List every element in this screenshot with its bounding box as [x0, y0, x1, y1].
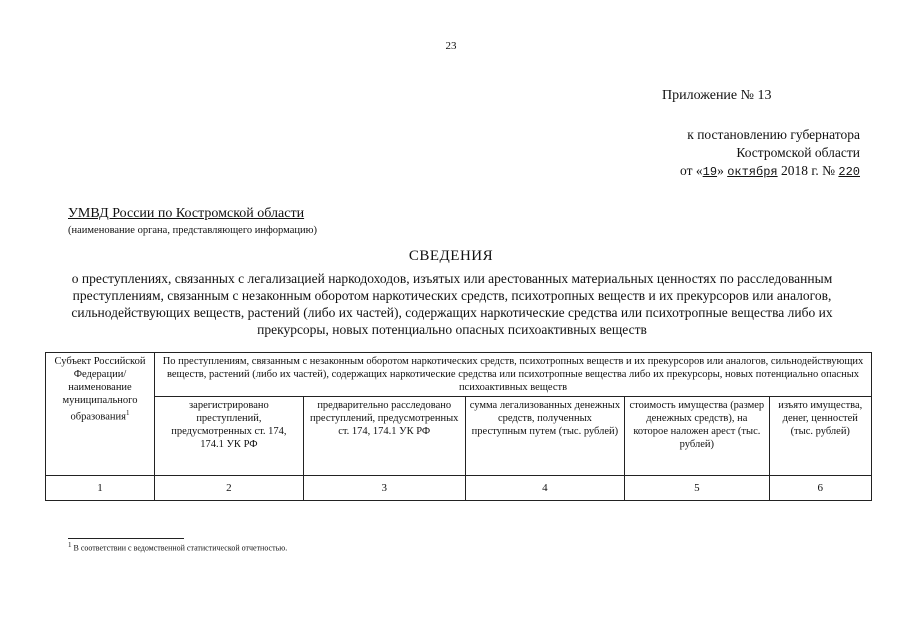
date-mid: »: [717, 163, 728, 178]
column-number: 3: [303, 476, 465, 501]
footnote-divider: [68, 538, 184, 539]
decree-line-1: к постановлению губернатора: [687, 127, 860, 142]
decree-month: октября: [727, 165, 778, 179]
report-table: [45, 352, 872, 501]
decree-line-2: Костромской области: [736, 145, 860, 160]
column-header: изъято имущества, денег, ценностей (тыс. рублей): [769, 397, 872, 476]
subject-footnote-mark: 1: [125, 409, 130, 417]
document-subtitle: о преступлениях, связанных с легализацией наркодоходов, изъятых или арестованных материальных ценностях по расследованным преступлениям, связанным с незаконным оборотом наркотических средств, психотропных веществ и их прекурсоров или аналогов, сильнодействующих веществ, растений (либо их частей), содержащих наркотические средства или психотропные вещества либо их прекурсоры, новых потенциально опасных психоактивных веществ: [71, 271, 833, 337]
column-number: 1: [46, 476, 155, 501]
page-number: 23: [445, 40, 457, 52]
decree-number: 220: [838, 165, 860, 179]
appendix-title: Приложение № 13: [662, 88, 772, 103]
document-title: СВЕДЕНИЯ: [408, 248, 494, 264]
column-number: 6: [769, 476, 872, 501]
decree-date-line: [560, 162, 860, 181]
footnote: [68, 541, 287, 553]
column-number-row: [46, 476, 872, 501]
organization-caption: (наименование органа, представляющего информацию): [68, 225, 317, 236]
column-number: 2: [155, 476, 304, 501]
table-subheader-row: [46, 397, 872, 476]
group-header-cell: По преступлениям, связанным с незаконным оборотом наркотических средств, психотропных веществ и их прекурсоров или аналогов, сильнодействующих веществ, растений (либо их частей), содержащих наркотические средства или психотропные вещества либо их прекурсоры, новых потенциально опасных психоактивных веществ: [155, 353, 872, 397]
decree-day: 19: [702, 165, 718, 179]
footnote-text: В соответствии с ведомственной статистической отчетностью.: [71, 543, 288, 553]
column-header: предварительно расследовано преступлений, предусмотренных ст. 174, 174.1 УК РФ: [303, 397, 465, 476]
subject-header-text: Субъект Российской Федерации/ наименование муниципального образования: [54, 356, 146, 423]
organization-name: УМВД России по Костромской области: [68, 206, 305, 221]
column-number: 5: [625, 476, 769, 501]
column-number: 4: [465, 476, 625, 501]
column-header: зарегистрировано преступлений, предусмотренных ст. 174, 174.1 УК РФ: [155, 397, 304, 476]
table-header-row: [46, 353, 872, 397]
column-header: стоимость имущества (размер денежных средств), на которое наложен арест (тыс. рублей): [625, 397, 769, 476]
subject-header-cell: [46, 353, 155, 476]
footnote-mark: 1: [68, 541, 72, 549]
date-year: 2018 г. №: [777, 163, 839, 178]
date-prefix: от «: [680, 163, 703, 178]
column-header: сумма легализованных денежных средств, полученных преступным путем (тыс. рублей): [465, 397, 625, 476]
decree-reference: [560, 126, 860, 181]
